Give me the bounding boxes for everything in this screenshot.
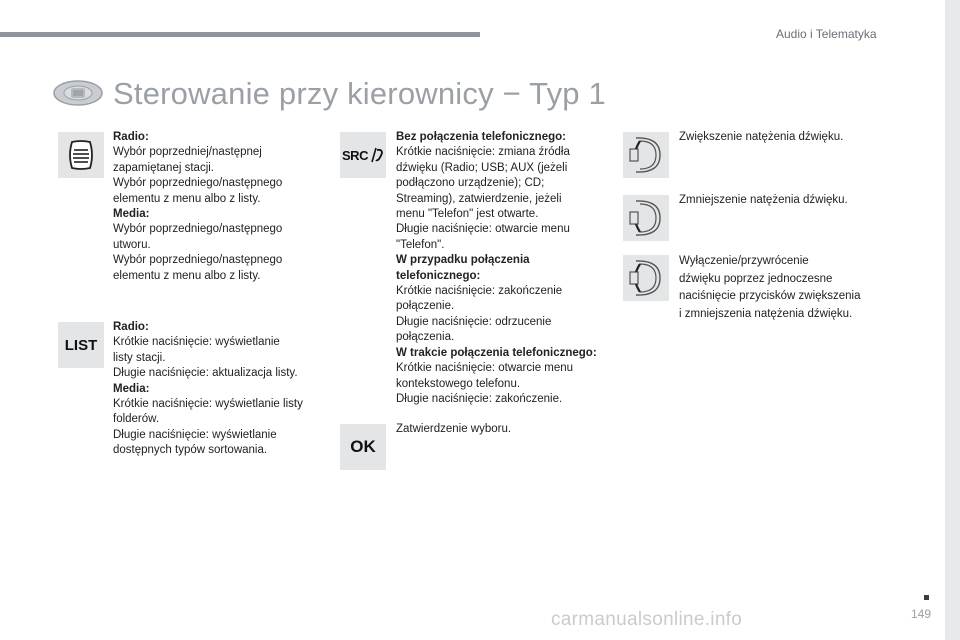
description-line: Wybór poprzedniej/następnej — [113, 146, 262, 159]
description-line: połączenia. — [396, 331, 455, 344]
ok-button-label: OK — [350, 437, 376, 456]
description-line: Media: — [113, 382, 150, 395]
description-line: utworu. — [113, 238, 151, 251]
steering-control-icon — [52, 78, 104, 108]
src-button-label: SRC — [342, 147, 368, 163]
volume-up-description — [679, 130, 899, 145]
description-line: Krótkie naciśnięcie: wyświetlanie — [113, 336, 280, 349]
description-line: dostępnych typów sortowania. — [113, 444, 268, 457]
description-line: dźwięku (Radio; USB; AUX (jeżeli — [396, 161, 568, 174]
description-line: Długie naciśnięcie: odrzucenie — [396, 315, 552, 328]
ok-button-box — [340, 424, 386, 470]
description-line: elementu z menu albo z listy. — [113, 192, 261, 205]
page-dot-marker — [924, 595, 929, 600]
volume-wheel-up-icon — [626, 135, 666, 175]
description-line: Media: — [113, 208, 150, 221]
description-line: Krótkie naciśnięcie: zmiana źródła — [396, 146, 570, 159]
watermark: carmanualsonline.info — [551, 609, 743, 630]
description-line: Zatwierdzenie wyboru. — [396, 423, 512, 435]
description-line: Długie naciśnięcie: wyświetlanie — [113, 428, 277, 441]
header-divider-bar — [0, 32, 480, 37]
description-line: Wybór poprzedniego/następnego — [113, 223, 283, 236]
description-line: elementu z menu albo z listy. — [113, 269, 261, 282]
description-line: Wybór poprzedniego/następnego — [113, 177, 283, 190]
description-line: listy stacji. — [113, 351, 166, 364]
description-line: podłączono urządzenie); CD; — [396, 177, 545, 190]
description-line: naciśnięcie przycisków zwiększenia — [679, 290, 861, 302]
mute-description — [679, 253, 899, 323]
description-line: Radio: — [113, 131, 149, 143]
description-line: Zmniejszenie natężenia dźwięku. — [679, 194, 848, 206]
section-title: Audio i Telematyka — [776, 27, 877, 41]
mute-box — [623, 255, 669, 301]
description-line: Krótkie naciśnięcie: wyświetlanie listy — [113, 398, 303, 411]
list-button-box — [58, 322, 104, 368]
description-line: W trakcie połączenia telefonicznego: — [396, 346, 597, 359]
description-line: Zwiększenie natężenia dźwięku. — [679, 131, 844, 143]
description-line: Długie naciśnięcie: otwarcie menu — [396, 223, 570, 236]
page-title: Sterowanie przy kierownicy − Typ 1 — [113, 76, 606, 111]
description-line: Krótkie naciśnięcie: zakończenie — [396, 285, 563, 298]
description-line: kontekstowego telefonu. — [396, 377, 521, 390]
description-line: Radio: — [113, 321, 149, 333]
src-phone-button-description — [396, 130, 614, 407]
description-line: zapamiętanej stacji. — [113, 161, 214, 174]
description-line: folderów. — [113, 413, 160, 426]
description-line: Bez połączenia telefonicznego: — [396, 131, 566, 143]
description-line: i zmniejszenia natężenia dźwięku. — [679, 307, 853, 320]
page-edge-strip — [945, 0, 960, 640]
description-line: dźwięku poprzez jednoczesne — [679, 272, 833, 285]
volume-wheel-both-icon — [626, 258, 666, 298]
description-line: menu "Telefon" jest otwarte. — [396, 208, 539, 221]
volume-up-box — [623, 132, 669, 178]
volume-wheel-down-icon — [626, 198, 666, 238]
list-button-label: LIST — [64, 336, 98, 354]
description-line: Długie naciśnięcie: aktualizacja listy. — [113, 367, 298, 380]
volume-down-description — [679, 193, 899, 208]
rocker-switch-description — [113, 130, 328, 284]
ok-button-description — [396, 422, 614, 437]
description-line: telefonicznego: — [396, 269, 481, 282]
phone-handset-icon — [370, 147, 384, 163]
rocker-switch-box — [58, 132, 104, 178]
description-line: Wyłączenie/przywrócenie — [679, 255, 809, 267]
description-line: połączenie. — [396, 300, 455, 313]
volume-down-box — [623, 195, 669, 241]
description-line: "Telefon". — [396, 238, 445, 251]
description-line: Długie naciśnięcie: zakończenie. — [396, 392, 563, 405]
src-phone-button-box — [340, 132, 386, 178]
rocker-switch-icon — [66, 140, 96, 170]
list-button-description — [113, 320, 328, 459]
description-line: W przypadku połączenia — [396, 254, 530, 267]
description-line: Krótkie naciśnięcie: otwarcie menu — [396, 362, 574, 375]
description-line: Streaming), zatwierdzenie, jeżeli — [396, 192, 562, 205]
description-line: Wybór poprzedniego/następnego — [113, 254, 283, 267]
page-number: 149 — [911, 607, 932, 621]
